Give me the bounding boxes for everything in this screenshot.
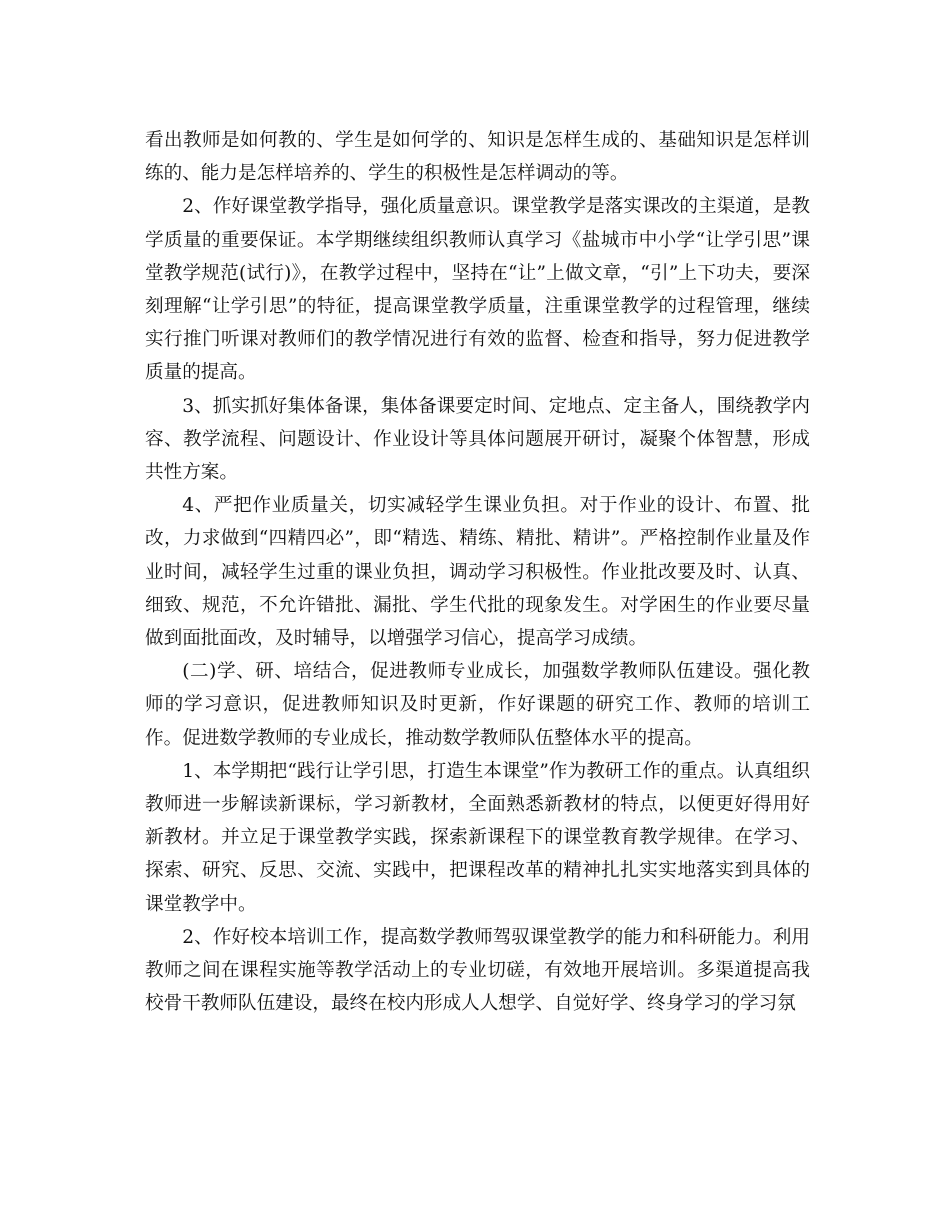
paragraph-continuation: 看出教师是如何教的、学生是如何学的、知识是怎样生成的、基础知识是怎样训练的、能力是怎样培养的、学生的积极性是怎样调动的等。 bbox=[145, 130, 810, 185]
paragraph-section-two-heading: (二)学、研、培结合，促进教师专业成长，加强数学教师队伍建设。强化教师的学习意识，促进教师知识及时更新，作好课题的研究工作、教师的培训工作。促进数学教师的专业成长，推动数学教师队伍整体水平的提高。 bbox=[145, 661, 810, 749]
paragraph-classroom-guidance: 2、作好课堂教学指导，强化质量意识。课堂教学是落实课改的主渠道，是教学质量的重要保证。本学期继续组织教师认真学习《盐城市中小学“让学引思”课堂教学规范(试行)》，在教学过程中，坚持在“让”上做文章，“引”上下功夫，要深刻理解“让学引思”的特征，提高课堂教学质量，注重课堂教学的过程管理，继续实行推门听课对教师们的教学情况进行有效的监督、检查和指导，努力促进教学质量的提高。 bbox=[145, 196, 810, 384]
paragraph-collective-lesson-prep: 3、抓实抓好集体备课，集体备课要定时间、定地点、定主备人，围绕教学内容、教学流程、问题设计、作业设计等具体问题展开研讨，凝聚个体智慧，形成共性方案。 bbox=[145, 395, 810, 484]
paragraph-school-training: 2、作好校本培训工作，提高数学教师驾驭课堂教学的能力和科研能力。利用教师之间在课程实施等教学活动上的专业切磋，有效地开展培训。多渠道提高我校骨干教师队伍建设，最终在校内形成人人想学、自觉好学、终身学习的学习氛 bbox=[145, 926, 810, 1015]
paragraph-teaching-research-focus: 1、本学期把“践行让学引思，打造生本课堂”作为教研工作的重点。认真组织教师进一步解读新课标，学习新教材，全面熟悉新教材的特点，以便更好得用好新教材。并立足于课堂教学实践，探索新课程下的课堂教育教学规律。在学习、探索、研究、反思、交流、实践中，把课程改革的精神扎扎实实地落实到具体的课堂教学中。 bbox=[145, 760, 810, 915]
document-body bbox=[145, 124, 810, 1020]
paragraph-homework-quality: 4、严把作业质量关，切实减轻学生课业负担。对于作业的设计、布置、批改，力求做到“四精四必”，即“精选、精练、精批、精讲”。严格控制作业量及作业时间，减轻学生过重的课业负担，调动学习积极性。作业批改要及时、认真、细致、规范，不允许错批、漏批、学生代批的现象发生。对学困生的作业要尽量做到面批面改，及时辅导，以增强学习信心，提高学习成绩。 bbox=[145, 495, 810, 650]
